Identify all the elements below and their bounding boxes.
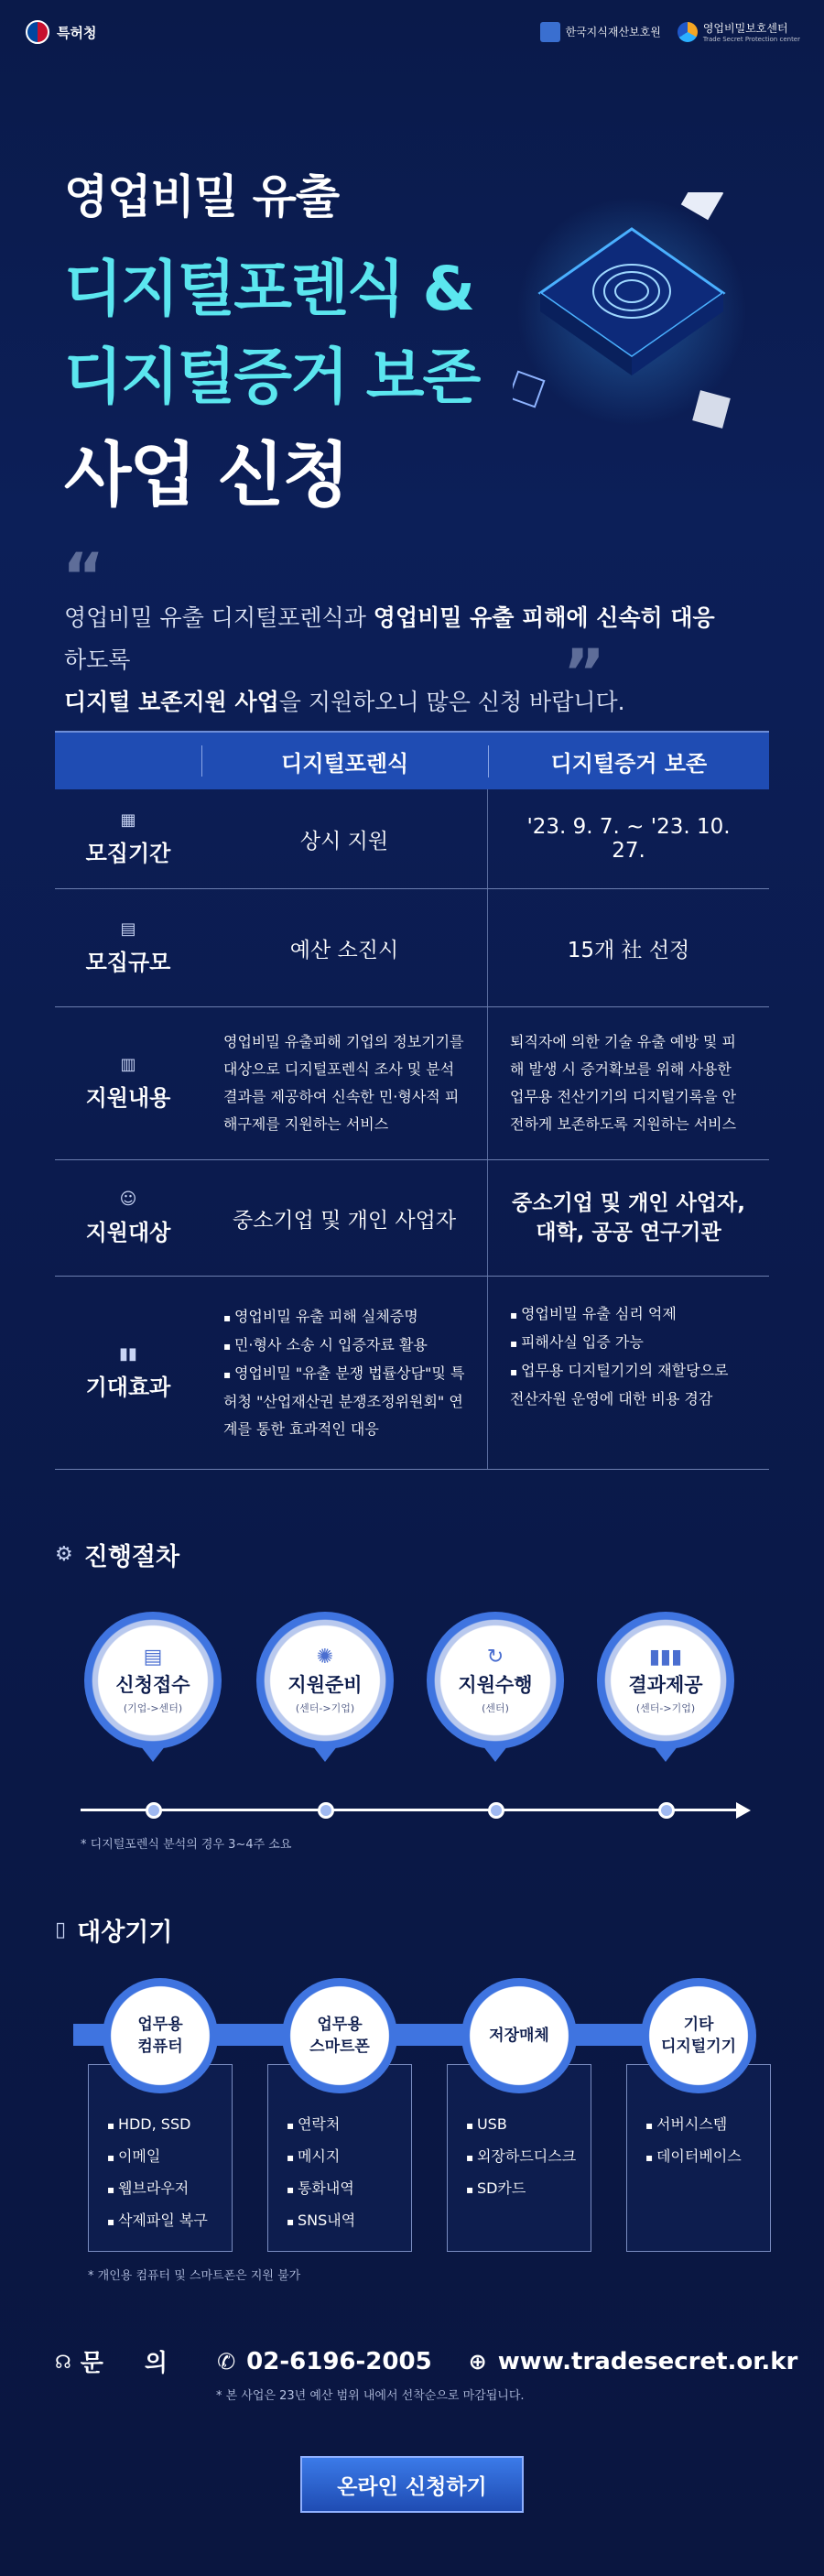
process-title-text: 진행절차 <box>83 1543 180 1571</box>
device-items <box>466 2109 591 2205</box>
category-line1: 업무용 <box>317 2016 363 2034</box>
list-item: ▪ USB <box>466 2109 591 2141</box>
process-step <box>256 1612 394 1762</box>
effects-list-preservation <box>510 1300 747 1413</box>
step-name: 지원준비 <box>287 1674 363 1696</box>
contact-row <box>55 2344 797 2378</box>
step-pointer <box>312 1745 338 1762</box>
list-item: ▪ 영업비밀 유출 심리 억제 <box>510 1300 747 1329</box>
row-label <box>55 1190 201 1246</box>
step-pointer <box>653 1745 678 1762</box>
list-item: ▪ 외장하드디스크 <box>466 2141 591 2173</box>
device-category-circle <box>461 1978 577 2093</box>
header-preservation: 디지털증거 보존 <box>550 750 708 777</box>
timeline-dot <box>146 1802 162 1819</box>
title-line-2: 디지털포렌식 & <box>64 254 474 324</box>
row-value-preservation: 퇴직자에 의한 기술 유출 예방 및 피해 발생 시 증거확보를 위해 사용한 업무용 전산기기의 디지털기록을 안전하게 보존하도록 지원하는 서비스 <box>510 1033 737 1133</box>
list-item: ▪ 이메일 <box>107 2141 232 2173</box>
org2-name: 영업비밀보호센터 <box>702 22 788 35</box>
table-row <box>55 889 769 1007</box>
title-line-1: 영업비밀 유출 <box>64 170 340 223</box>
document-icon: ▤ <box>143 1646 163 1668</box>
category-line1: 업무용 <box>137 2016 183 2034</box>
step-pointer <box>482 1745 508 1762</box>
org1-name: 한국지식재산보호원 <box>565 26 661 38</box>
row-value-forensics: 중소기업 및 개인 사업자 <box>201 1160 488 1276</box>
smartphone-icon: ▯ <box>55 1918 67 1941</box>
process-timeline <box>81 1809 740 1811</box>
apply-online-button[interactable]: 온라인 신청하기 <box>300 2456 524 2513</box>
contact-phone[interactable]: 02-6196-2005 <box>246 2347 432 2375</box>
row-label-text: 모집규모 <box>85 950 171 975</box>
device-items <box>645 2109 770 2173</box>
process-note: * 디지털포렌식 분석의 경우 3~4주 소요 <box>81 1838 292 1852</box>
device-category-circle <box>282 1978 397 2093</box>
device-category-circle <box>641 1978 756 2093</box>
device-category-label <box>309 2014 370 2058</box>
phone-icon: ✆ <box>217 2348 236 2375</box>
intro-part2: 하도록 <box>64 647 131 673</box>
list-item: ▪ 민·형사 소송 시 입증자료 활용 <box>223 1331 465 1360</box>
tspc-logo-icon <box>678 22 698 42</box>
process-section-title <box>55 1537 179 1572</box>
row-label-text: 지원대상 <box>85 1220 171 1245</box>
timeline-arrow-icon <box>736 1802 751 1819</box>
contact-label: 문 의 <box>80 2350 185 2377</box>
document-icon: ▤ <box>120 919 136 939</box>
list-item: ▪ 메시지 <box>287 2141 411 2173</box>
category-line2: 디지털기기 <box>660 2038 737 2056</box>
list-item: ▪ 데이터베이스 <box>645 2141 770 2173</box>
list-item: ▪ 삭제파일 복구 <box>107 2205 232 2237</box>
step-sub: (센터) <box>482 1702 509 1714</box>
globe-icon: ⊕ <box>468 2348 487 2375</box>
list-item: ▪ 피해사실 입증 가능 <box>510 1329 747 1357</box>
process-step <box>427 1612 564 1762</box>
gear-icon: ⚙ <box>55 1543 73 1566</box>
list-item: ▪ 업무용 디지털기기의 재할당으로 전산자원 운영에 대한 비용 경감 <box>510 1357 747 1413</box>
list-item: ▪ 영업비밀 "유출 분쟁 법률상담"및 특허청 "산업재산권 분쟁조정위원회" 연계를 통한 효과적인 대응 <box>223 1360 465 1443</box>
org2-en: Trade Secret Protection center <box>702 36 800 43</box>
intro-part3: 을 지원하오니 많은 신청 바랍니다. <box>278 689 625 715</box>
device-category-label <box>137 2014 182 2058</box>
row-value-preservation: '23. 9. 7. ~ '23. 10. 27. <box>526 815 731 863</box>
title-line-4: 사업 신청 <box>64 434 349 516</box>
category-line2: 스마트폰 <box>309 2038 370 2056</box>
intro-part1: 영업비밀 유출 디지털포렌식과 <box>64 604 374 631</box>
step-sub: (센터->기업) <box>635 1702 696 1714</box>
step-name: 지원수행 <box>458 1674 533 1696</box>
row-label <box>55 1344 201 1401</box>
org2-block <box>703 20 800 43</box>
device-items <box>287 2109 411 2237</box>
info-table <box>55 731 769 1470</box>
devices-note: * 개인용 컴퓨터 및 스마트폰은 지원 불가 <box>88 2269 301 2283</box>
category-line1: 기타 <box>683 2016 714 2034</box>
process-step-circle <box>84 1612 222 1749</box>
header-forensics: 디지털포렌식 <box>202 745 489 777</box>
row-label-text: 기대효과 <box>85 1375 171 1400</box>
step-name: 결과제공 <box>628 1674 703 1696</box>
table-row <box>55 789 769 889</box>
list-item: ▪ 통화내역 <box>287 2173 411 2205</box>
row-label <box>55 919 201 976</box>
row-label-text: 모집기간 <box>85 841 171 866</box>
effects-list-forensics <box>223 1303 465 1443</box>
list-item: ▪ SNS내역 <box>287 2205 411 2237</box>
list-item: ▪ 영업비밀 유출 피해 실체증명 <box>223 1303 465 1331</box>
timeline-dot <box>318 1802 334 1819</box>
header-left-org <box>26 20 96 44</box>
building-logo-icon <box>540 22 560 42</box>
people-icon: ☺ <box>119 1190 137 1209</box>
step-sub: (기업->센터) <box>123 1702 183 1714</box>
taegeuk-logo-icon <box>26 20 49 44</box>
list-item: ▪ SD카드 <box>466 2173 591 2205</box>
lightbulb-icon: ✺ <box>316 1646 334 1668</box>
process-step <box>84 1612 222 1762</box>
open-quote-icon: “ <box>62 539 105 614</box>
table-header <box>55 731 769 789</box>
table-row <box>55 1277 769 1470</box>
row-value-preservation <box>488 1277 769 1469</box>
category-line2: 컴퓨터 <box>137 2038 183 2056</box>
fingerprint-chip-illustration <box>513 192 751 430</box>
step-name: 신청접수 <box>115 1674 190 1696</box>
table-row <box>55 1160 769 1277</box>
list-item: ▪ 연락처 <box>287 2109 411 2141</box>
org-kipo <box>540 22 661 42</box>
list-item: ▪ 웹브라우저 <box>107 2173 232 2205</box>
device-items <box>107 2109 232 2237</box>
row-value-preservation: 15개 社 선정 <box>567 938 690 962</box>
intro-text <box>64 597 723 723</box>
row-value-preservation: 중소기업 및 개인 사업자, 대학, 공공 연구기관 <box>512 1191 745 1245</box>
devices-section-title <box>55 1912 172 1948</box>
devices-title-text: 대상기기 <box>77 1918 173 1947</box>
close-quote-icon: ” <box>563 636 606 711</box>
row-label <box>55 810 201 867</box>
bar-chart-icon: ▮▮ <box>119 1344 137 1364</box>
row-value-forensics: 상시 지원 <box>201 789 488 888</box>
step-sub: (센터->기업) <box>295 1702 355 1714</box>
header-org-name: 특허청 <box>57 24 97 41</box>
header-empty-cell <box>55 745 202 777</box>
device-category-label <box>661 2014 736 2058</box>
intro-bold2: 디지털 보존지원 사업 <box>64 689 279 715</box>
headset-icon: ☊ <box>55 2350 71 2373</box>
title-line-3: 디지털증거 보존 <box>64 342 480 412</box>
intro-bold1: 영업비밀 유출 피해에 신속히 대응 <box>373 604 715 631</box>
row-value-forensics: 영업비밀 유출피해 기업의 정보기기를 대상으로 디지털포렌식 조사 및 분석 결과를 제공하여 신속한 민·형사적 피해구제를 지원하는 서비스 <box>201 1007 488 1159</box>
list-item: ▪ 서버시스템 <box>645 2109 770 2141</box>
process-step <box>597 1612 734 1762</box>
process-step-circle <box>597 1612 734 1749</box>
contact-website[interactable]: www.tradesecret.or.kr <box>497 2347 798 2375</box>
device-category-circle <box>103 1978 218 2093</box>
process-step-circle <box>427 1612 564 1749</box>
row-value-forensics: 예산 소진시 <box>201 889 488 1006</box>
table-row <box>55 1007 769 1160</box>
list-item: ▪ HDD, SSD <box>107 2109 232 2141</box>
row-label <box>55 1055 201 1112</box>
org-tspc <box>678 20 800 43</box>
calendar-icon: ▦ <box>120 810 136 830</box>
timeline-dot <box>658 1802 675 1819</box>
row-label-text: 지원내용 <box>85 1085 171 1111</box>
timeline-dot <box>488 1802 504 1819</box>
process-step-circle <box>256 1612 394 1749</box>
bar-chart-icon: ▮▮▮ <box>648 1646 683 1668</box>
contact-note: * 본 사업은 23년 예산 범위 내에서 선착순으로 마감됩니다. <box>216 2389 525 2403</box>
header-right-orgs <box>540 20 801 43</box>
cycle-icon: ↻ <box>486 1646 504 1668</box>
device-category-label: 저장매체 <box>489 2027 549 2045</box>
clipboard-icon: ▥ <box>120 1055 136 1074</box>
row-value-forensics <box>201 1277 488 1469</box>
step-pointer <box>140 1745 166 1762</box>
